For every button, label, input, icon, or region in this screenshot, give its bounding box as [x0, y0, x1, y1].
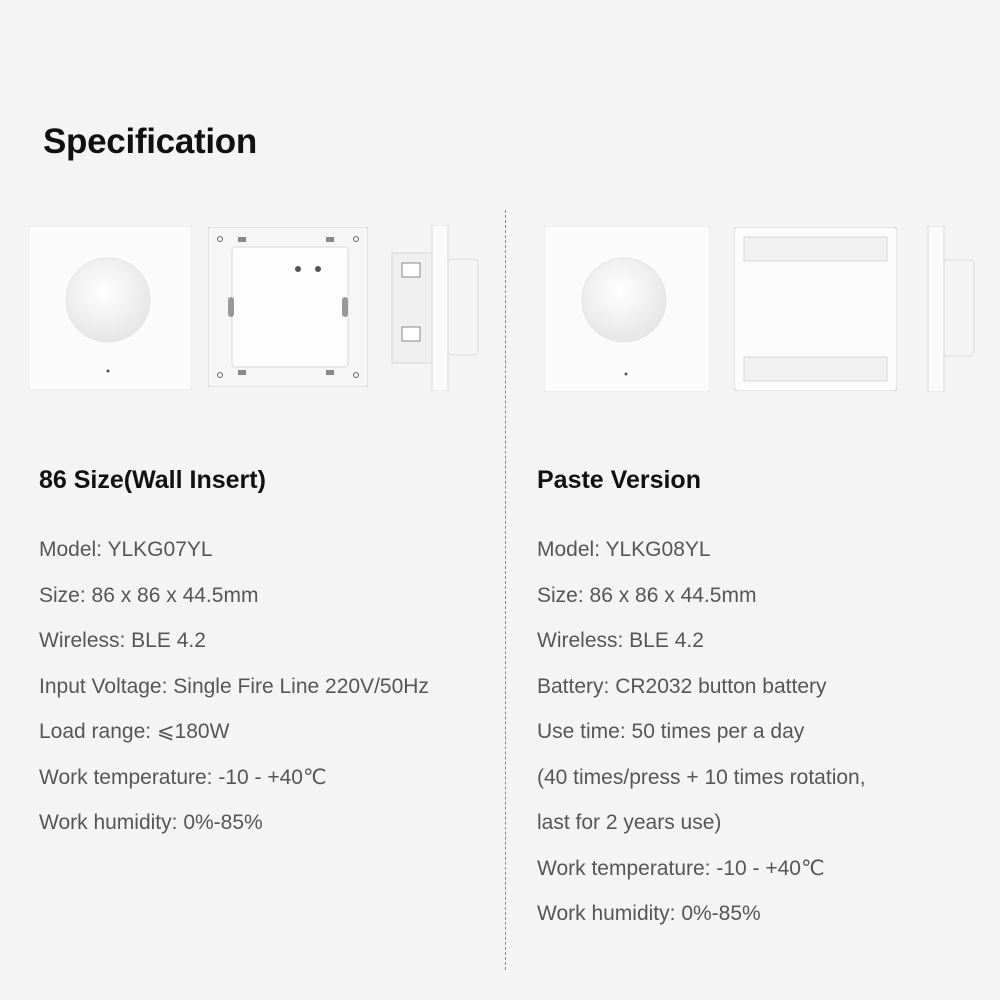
paste-version-front-image	[544, 226, 710, 392]
spec-item: Battery: CR2032 button battery	[537, 674, 827, 698]
spec-item: Work humidity: 0%-85%	[39, 811, 263, 834]
spec-item: Work humidity: 0%-85%	[537, 902, 761, 925]
spec-item: Load range: ⩽180W	[39, 720, 230, 743]
paste-version-heading: Paste Version	[537, 466, 701, 494]
spec-item: Wireless: BLE 4.2	[537, 629, 704, 652]
paste-version-spec-list	[537, 527, 1000, 937]
spec-item: (40 times/press + 10 times rotation,	[537, 765, 866, 789]
spec-item: last for 2 years use)	[537, 811, 722, 834]
wall-insert-spec-column	[39, 460, 509, 846]
paste-version-side-image	[925, 226, 977, 392]
spec-item: Size: 86 x 86 x 44.5mm	[39, 583, 259, 607]
wall-insert-side-image	[388, 225, 484, 391]
paste-version-spec-column	[537, 460, 1000, 937]
spec-item: Input Voltage: Single Fire Line 220V/50Hz	[39, 674, 429, 698]
wall-insert-heading: 86 Size(Wall Insert)	[39, 466, 266, 494]
spec-item: Size: 86 x 86 x 44.5mm	[537, 583, 757, 607]
spec-item: Use time: 50 times per a day	[537, 720, 805, 743]
page-title: Specification	[43, 122, 257, 161]
spec-item: Wireless: BLE 4.2	[39, 629, 206, 652]
wall-insert-back-image	[208, 227, 368, 387]
spec-item: Work temperature: -10 - +40℃	[39, 765, 327, 789]
spec-item: Work temperature: -10 - +40℃	[537, 856, 825, 880]
wall-insert-spec-list	[39, 527, 509, 846]
spec-item: Model: YLKG07YL	[39, 538, 213, 561]
paste-version-back-image	[734, 227, 897, 391]
spec-item: Model: YLKG08YL	[537, 538, 711, 561]
wall-insert-front-image	[28, 226, 192, 390]
